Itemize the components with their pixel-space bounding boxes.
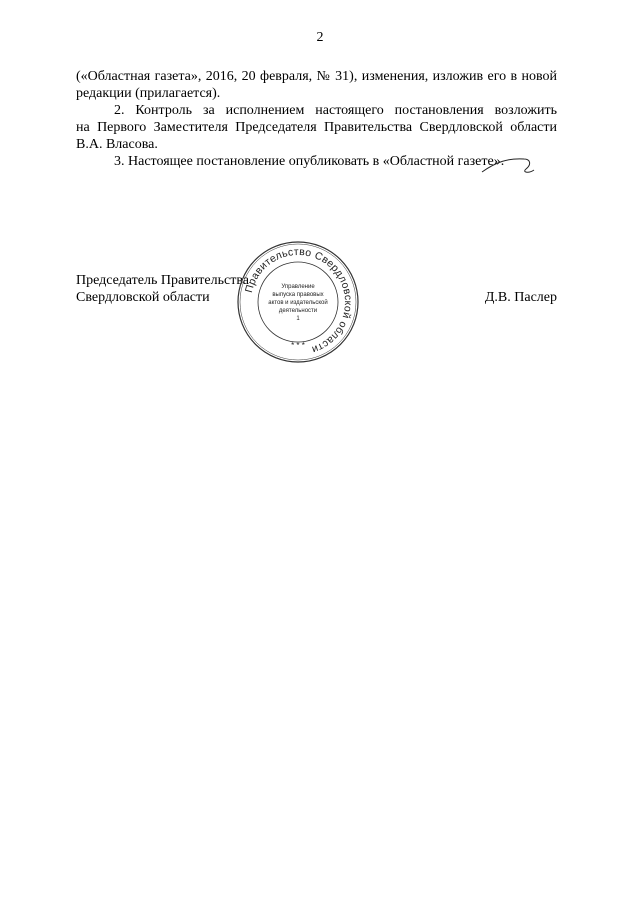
seal-inner-line-4: деятельности bbox=[278, 308, 318, 314]
paragraph-2-cont bbox=[76, 119, 557, 153]
paragraph-2-line-3: В.А. Власова. bbox=[76, 137, 158, 152]
signatory-name: Д.В. Паслер bbox=[484, 290, 557, 305]
paragraph-2-line-2: на Первого Заместителя Председателя Правительства Свердловской области bbox=[76, 120, 557, 135]
seal-stars: * * * bbox=[291, 341, 305, 350]
seal-inner-line-5: 1 bbox=[296, 316, 300, 322]
paragraph-1-line-2: редакции (прилагается). bbox=[76, 86, 221, 101]
paragraph-3-text: 3. Настоящее постановление опубликовать в «Областной газете». bbox=[114, 154, 505, 169]
official-seal bbox=[236, 240, 360, 364]
paragraph-1-line-1: («Областная газета», 2016, 20 февраля, № 31), изменения, изложив его в новой bbox=[76, 69, 557, 84]
paragraph-2-line-1: 2. Контроль за исполнением настоящего постановления возложить bbox=[114, 103, 557, 118]
paragraph-1 bbox=[76, 68, 557, 102]
seal-inner-line-2: выпуска правовых bbox=[272, 292, 324, 298]
signatory-position bbox=[76, 272, 249, 306]
signature-squiggle bbox=[478, 150, 538, 180]
seal-inner-line-3: актов и издательской bbox=[268, 300, 328, 306]
seal-outer-text: Правительство Свердловской области bbox=[242, 245, 355, 356]
signatory-position-line-2: Свердловской области bbox=[76, 290, 210, 305]
page-number: 2 bbox=[316, 30, 324, 45]
seal-inner-line-1: Управление bbox=[281, 284, 315, 290]
signatory-position-line-1: Председатель Правительства bbox=[76, 273, 249, 288]
paragraph-2 bbox=[76, 102, 557, 119]
